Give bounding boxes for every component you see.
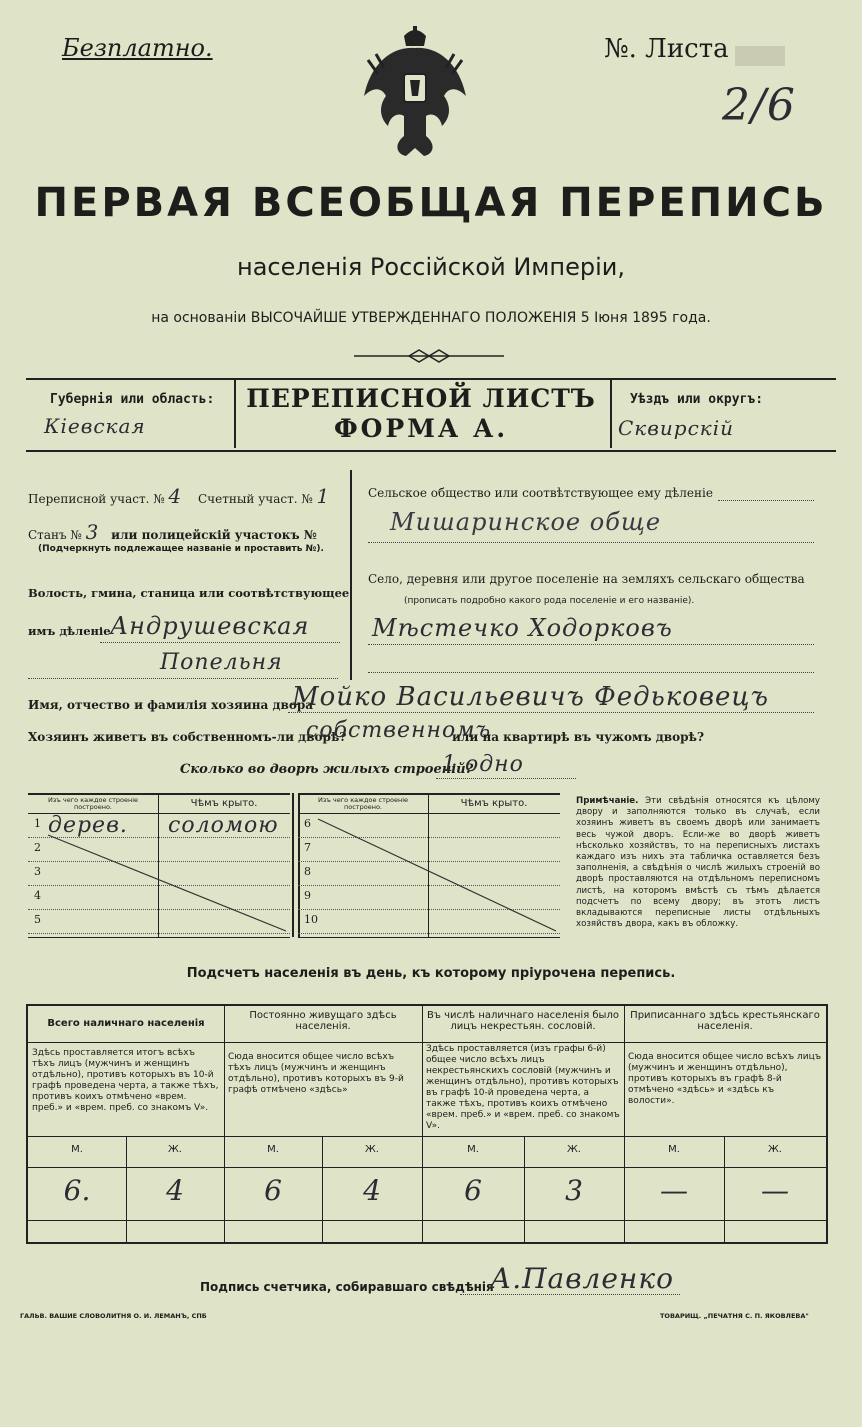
volost-value-2: Попельня: [160, 650, 283, 675]
society-underline-2: [368, 542, 814, 543]
village-underline: [368, 644, 814, 645]
building-row-number: 8: [304, 865, 311, 878]
population-value: 4: [363, 1174, 381, 1207]
census-section-field: Переписной участ. № 4 Счетный участ. № 1: [28, 484, 331, 508]
page-title: ПЕРВАЯ ВСЕОБЩАЯ ПЕРЕПИСЬ: [34, 180, 828, 226]
population-value: 6.: [63, 1174, 91, 1207]
count-section-value: 1: [316, 484, 331, 508]
sex-labels: [28, 1136, 826, 1166]
col-roof-left: Чѣмъ крыто.: [190, 798, 258, 809]
pop-col3-head: Въ числѣ наличнаго населенія было лицъ некрестьян. сословій.: [427, 1010, 619, 1032]
volost-label: Волость, гмина, станица или соотвѣтствующее: [28, 586, 350, 600]
pop-col4-text: Сюда вносится общее число всѣхъ лицъ (мужчинъ и женщинъ отдѣльно), противъ которыхъ въ графѣ 8-й отмѣчено «здѣсь» и «здѣсь къ волости».: [628, 1052, 822, 1106]
building-row-number: 4: [34, 889, 41, 902]
uezd-label: Уѣздъ или округъ:: [630, 392, 764, 407]
society-value: Мишаринское обще: [390, 508, 662, 536]
society-label: Сельское общество или соотвѣтствующее ему дѣленіе: [368, 486, 713, 500]
free-label: Безплатно.: [62, 34, 213, 62]
stan-value: 3: [85, 520, 100, 544]
value-cells: [28, 1166, 826, 1220]
row1-material: дерев.: [48, 813, 128, 838]
residence-value: собственномъ: [306, 718, 492, 743]
population-value: 3: [565, 1174, 583, 1207]
owner-value: Мойко Васильевичъ Федьковецъ: [292, 682, 769, 712]
pop-col1-head: Всего наличнаго населенія: [47, 1018, 205, 1029]
village-value: Мѣстечко Ходорковъ: [372, 614, 673, 642]
residence-label-2: или на квартирѣ въ чужомъ дворѣ?: [452, 730, 704, 744]
female-label: Ж.: [365, 1144, 379, 1155]
pop-total-line: [28, 1220, 826, 1221]
society-underline: [718, 500, 814, 501]
building-row-number: 7: [304, 841, 311, 854]
village-underline-2: [368, 672, 814, 673]
pop-col2-head: Постоянно живущаго здѣсь населенія.: [249, 1010, 397, 1032]
male-label: М.: [668, 1144, 680, 1155]
owner-label: Имя, отчество и фамилія хозяина двора: [28, 698, 313, 712]
pop-col2-text: Сюда вносится общее число всѣхъ тѣхъ лицъ (мужчинъ и женщинъ отдѣльно), противъ которыхъ въ 9-й графѣ отмѣчено «здѣсь»: [228, 1052, 404, 1095]
pop-col3-text: Здѣсь проставляется (изъ графы 6-й) общее число всѣхъ лицъ некрестьянскихъ сословій (мужчинъ и женщинъ отдѣльно), противъ которыхъ въ графѣ 10-й проведена черта, а также тѣхъ, противъ коихъ отмѣчено «врем. преб.» и «врем. преб. со знакомъ V».: [426, 1044, 620, 1131]
gubernia-label: Губернія или область:: [50, 392, 215, 407]
population-table: [26, 1004, 828, 1244]
building-row-number: 5: [34, 913, 41, 926]
stan-note: (Подчеркнуть подлежащее названіе и проставить №).: [38, 544, 324, 554]
printer-right: ТОВАРИЩ. „ПЕЧАТНЯ С. П. ЯКОВЛЕВА": [660, 1312, 809, 1320]
census-section-value: 4: [168, 484, 183, 508]
sheet-number-handwritten: 2/6: [722, 80, 796, 131]
building-row-number: 10: [304, 913, 318, 926]
legal-basis: на основаніи ВЫСОЧАЙШЕ УТВЕРЖДЕННАГО ПОЛОЖЕНІЯ 5 Іюня 1895 года.: [151, 310, 711, 326]
population-value: 6: [464, 1174, 482, 1207]
male-label: М.: [467, 1144, 479, 1155]
residence-label: Хозяинъ живетъ въ собственномъ-ли дворѣ?: [28, 730, 347, 744]
population-value: 6: [264, 1174, 282, 1207]
buildings-label: Сколько во дворѣ жилыхъ строеній?: [180, 762, 474, 777]
sheet-number-stamp: [735, 46, 785, 66]
note-block: [576, 796, 820, 930]
buildings-value: 1 одно: [442, 752, 524, 777]
imperial-eagle-icon: [360, 26, 470, 161]
col-material-left: Изъ чего каждое строеніе построено.: [47, 796, 139, 811]
uezd-value: Сквирскій: [618, 416, 734, 440]
building-row-number: 9: [304, 889, 311, 902]
female-label: Ж.: [768, 1144, 782, 1155]
gubernia-value: Кіевская: [44, 414, 146, 438]
pop-col1-text: Здѣсь проставляется итогъ всѣхъ тѣхъ лицъ (мужчинъ и женщинъ отдѣльно), противъ которыхъ въ 10-й графѣ проведена черта, а также тѣхъ, противъ коихъ отмѣчено «врем. преб.» и «врем. преб. со знакомъ V».: [32, 1048, 219, 1113]
volost-label-2: имъ дѣленіе: [28, 624, 111, 638]
note-title: Примѣчаніе.: [576, 796, 639, 806]
sheet-number-label: №. Листа: [604, 34, 729, 64]
row1-roof: соломою: [168, 813, 279, 838]
crossed-out-line: [28, 795, 290, 937]
col-material-right: Изъ чего каждое строеніе построено.: [317, 796, 409, 811]
female-label: Ж.: [567, 1144, 581, 1155]
buildings-underline: [436, 778, 576, 779]
population-heading: Подсчетъ населенія въ день, къ которому пріурочена перепись.: [186, 966, 676, 981]
population-value: —: [761, 1174, 789, 1207]
male-label: М.: [71, 1144, 83, 1155]
page-subtitle: населенія Россійской Имперіи,: [237, 253, 625, 281]
crossed-out-line-right: [298, 795, 560, 937]
building-row-number: 6: [304, 817, 311, 830]
owner-underline: [288, 712, 814, 713]
ornament-divider-icon: [354, 348, 504, 364]
signature-value: А.Павленко: [490, 1262, 674, 1295]
male-label: М.: [267, 1144, 279, 1155]
stan-field: Станъ № 3 или полицейскій участокъ №: [28, 520, 317, 544]
form-title: ПЕРЕПИСНОЙ ЛИСТЪ: [246, 384, 596, 413]
village-label: Село, деревня или другое поселеніе на земляхъ сельскаго общества: [368, 572, 805, 586]
population-value: 4: [166, 1174, 184, 1207]
pop-col4-head: Приписаннаго здѣсь крестьянскаго населенія.: [630, 1010, 820, 1032]
volost-underline: [100, 642, 340, 643]
volost-underline-2: [28, 678, 338, 679]
note-text: Эти свѣдѣнія относятся къ цѣлому двору и заполняются только въ случаѣ, если хозяинъ живетъ въ своемъ дворѣ или занимаетъ весь чужой дворъ. Если-же во дворѣ живетъ нѣсколько хозяйствъ, то на переписныхъ листахъ каждаго изъ нихъ эта табличка оставляется безъ заполненія, а свѣдѣнія о числѣ жилыхъ строеній во дворѣ проставляются на отдѣльномъ переписномъ листѣ, на которомъ вмѣстѣ съ тѣмъ дѣлается подсчетъ по всему двору; въ этотъ листъ вкладываются переписные листы отдѣльныхъ хозяйствъ двора, какъ въ обложку.: [576, 796, 820, 930]
female-label: Ж.: [168, 1144, 182, 1155]
population-value: —: [660, 1174, 688, 1207]
building-row-number: 3: [34, 865, 41, 878]
col-roof-right: Чѣмъ крыто.: [460, 798, 528, 809]
building-row-number: 2: [34, 841, 41, 854]
village-note: (прописать подробно какого рода поселеніе и его названіе).: [404, 596, 695, 606]
printer-left: ГАЛЬВ. ВАШИЕ СЛОВОЛИТНЯ О. И. ЛЕМАНЪ, СПБ: [20, 1312, 207, 1320]
building-row-number: 1: [34, 817, 41, 830]
buildings-table-left: [28, 793, 290, 938]
signature-label: Подпись счетчика, собиравшаго свѣдѣнія: [200, 1280, 494, 1294]
fields-divider: [350, 470, 352, 680]
form-subtitle: ФОРМА А.: [333, 414, 509, 443]
buildings-table-right: [298, 793, 560, 938]
volost-value: Андрушевская: [110, 612, 310, 640]
